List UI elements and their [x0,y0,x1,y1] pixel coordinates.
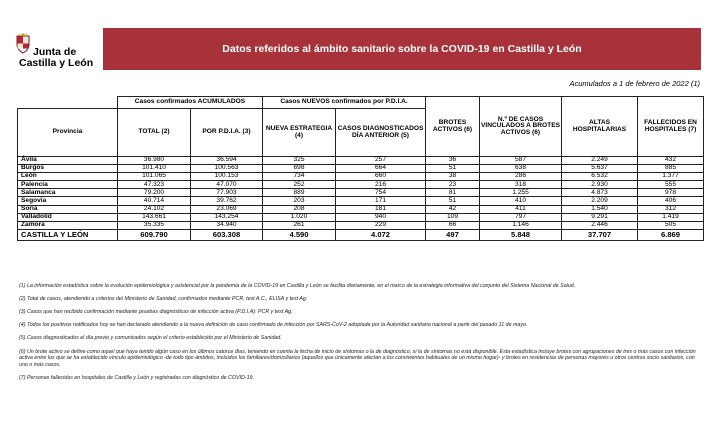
cell-fallecidos: 1.377 [638,173,704,181]
cell-nueva: 203 [263,197,336,205]
cell-altas: 5.637 [562,165,638,173]
cell-fallecidos: 1.419 [638,213,704,221]
cell-altas: 6.532 [562,173,638,181]
total-cell-diag: 4.072 [336,229,426,240]
province-name-cell: Palencia [18,181,118,189]
province-name-cell: Segovia [18,197,118,205]
table-row [18,181,704,189]
table-row [18,189,704,197]
total-cell-fallecidos: 6.869 [638,229,704,240]
cell-nueva: 1.020 [263,213,336,221]
footnote: (7) Personas fallecidas en hospitales de Castilla y León y registradas con diagnóstico de COVID-19. [19,374,254,381]
cell-altas: 4.873 [562,189,638,197]
cell-nueva: 252 [263,181,336,189]
footnote: (4) Todos los positivos notificados hoy se han declarado atendiendo a la nueva definición de caso confirmado de infección por SARS-CoV-2 adoptada por la Autoridad sanitaria nacional a partir del pasado 11 de mayo. [19,322,528,329]
province-name-cell: Valladolid [18,213,118,221]
cell-nueva: 698 [263,165,336,173]
total-cell-altas: 37.707 [562,229,638,240]
cell-brotes: 81 [426,189,480,197]
province-name-cell: Zamora [18,221,118,229]
cell-pdia: 39.762 [191,197,263,205]
logo-text-line1: Junta de [33,46,77,58]
total-cell-total: 609.790 [118,229,191,240]
cell-fallecidos: 432 [638,157,704,165]
cell-diag: 171 [336,197,426,205]
blank-header-cell [18,97,118,109]
total-cell-pdia: 603.308 [191,229,263,240]
cell-brotes: 51 [426,197,480,205]
cell-total: 35.335 [118,221,191,229]
cell-total: 101.065 [118,173,191,181]
cell-diag: 754 [336,189,426,197]
cell-pdia: 34.940 [191,221,263,229]
cell-vinculados: 318 [480,181,562,189]
province-name-cell: Burgos [18,165,118,173]
cell-pdia: 100.153 [191,173,263,181]
cell-diag: 229 [336,221,426,229]
province-name-cell: Salamanca [18,189,118,197]
cell-total: 36.980 [118,157,191,165]
province-name-cell: Ávila [18,157,118,165]
footnote: (6) Un brote activo se define como aquel que haya tenido algún caso en los últimos catorce días, teniendo en cuenta la fecha de inicio de síntomas o la de diagnóstico, si la de síntomas no está disponible. Esta estadística incluye brotes con agrupaciones de tres o más casos con infección activa entre los que se ha establecido vínculo epidemiológico -de todo tipo ámbitos, incluidos los familiares/domiciliarios (aquellos que únicamente afectan a los convivientes habituales de un mismo hogar)- y brotes en residencias de personas mayores u otros centros socio sanitarios, con uno o más casos. [19,348,696,368]
cell-diag: 181 [336,205,426,213]
cell-pdia: 23.069 [191,205,263,213]
total-cell-vinculados: 5.848 [480,229,562,240]
group-header-acumulados: Casos confirmados ACUMULADOS [118,97,263,109]
cell-brotes: 23 [426,181,480,189]
footnote: (1) La información estadística sobre la evolución epidemiológica y asistencial por la pandemia de la COVID-19 en Castilla y León se facilita diariamente, en el marco de la estrategia informativa del conjunto del Sistema Nacional de Salud. [19,283,576,289]
cell-nueva: 261 [263,221,336,229]
cell-fallecidos: 885 [638,165,704,173]
logo [16,30,96,72]
province-name-cell: Soria [18,205,118,213]
cell-altas: 2.209 [562,197,638,205]
page-title-banner [103,28,701,70]
cell-pdia: 36.594 [191,157,263,165]
cell-brotes: 42 [426,205,480,213]
cell-pdia: 143.254 [191,213,263,221]
cell-brotes: 66 [426,221,480,229]
col-header-altas: ALTAS HOSPITALARIAS [562,97,638,157]
cell-total: 47.323 [118,181,191,189]
cell-vinculados: 1.146 [480,221,562,229]
cell-altas: 1.540 [562,205,638,213]
cell-pdia: 77.903 [191,189,263,197]
group-header-nuevos: Casos NUEVOS confirmados por P.D.I.A. [263,97,426,109]
cell-pdia: 47.070 [191,181,263,189]
cell-diag: 660 [336,173,426,181]
cell-fallecidos: 312 [638,205,704,213]
cell-brotes: 109 [426,213,480,221]
cell-diag: 257 [336,157,426,165]
cell-fallecidos: 505 [638,221,704,229]
coat-of-arms-icon [16,32,30,54]
cell-vinculados: 410 [480,197,562,205]
cell-brotes: 51 [426,165,480,173]
cell-fallecidos: 406 [638,197,704,205]
cell-total: 24.102 [118,205,191,213]
total-label-cell: CASTILLA Y LEÓN [18,229,118,240]
cell-nueva: 734 [263,173,336,181]
cell-vinculados: 797 [480,213,562,221]
footnote: (2) Total de casos, atendiendo a criterios del Ministerio de Sanidad, confirmados mediante PCR, test A.C., ELISA y test Ag. [19,296,308,303]
table-total-row [18,229,704,240]
cell-brotes: 38 [426,173,480,181]
cell-diag: 664 [336,165,426,173]
total-cell-brotes: 497 [426,229,480,240]
cell-total: 101.410 [118,165,191,173]
cell-vinculados: 286 [480,173,562,181]
cell-total: 143.661 [118,213,191,221]
total-cell-nueva: 4.590 [263,229,336,240]
cell-altas: 2.249 [562,157,638,165]
province-name-cell: León [18,173,118,181]
cell-diag: 216 [336,181,426,189]
cell-altas: 2.930 [562,181,638,189]
cell-vinculados: 587 [480,157,562,165]
cell-total: 40.714 [118,197,191,205]
cell-diag: 940 [336,213,426,221]
table-row [18,197,704,205]
col-header-fallecidos: FALLECIDOS EN HOSPITALES (7) [638,97,704,157]
col-header-provincia: Provincia [18,109,118,157]
col-header-nueva-estrategia: NUEVA ESTRATEGIA (4) [263,109,336,157]
footnote: (5) Casos diagnosticados el día previo y comunicados según el criterio establecido por el Ministerio de Sanidad. [19,335,282,342]
cell-altas: 9.291 [562,213,638,221]
cell-nueva: 208 [263,205,336,213]
table-row [18,221,704,229]
footnotes [19,283,703,388]
cell-fallecidos: 555 [638,181,704,189]
table-row [18,205,704,213]
col-header-brotes: BROTES ACTIVOS (6) [426,97,480,157]
col-header-diagnosticados: CASOS DIAGNOSTICADOS DÍA ANTERIOR (5) [336,109,426,157]
cell-vinculados: 638 [480,165,562,173]
cell-fallecidos: 978 [638,189,704,197]
cell-brotes: 36 [426,157,480,165]
footnote: (3) Casos que han recibido confirmación mediante pruebas diagnósticas de infección activa (P.D.I.A): PCR y test Ag. [19,309,293,316]
page-title: Datos referidos al ámbito sanitario sobre la COVID-19 en Castilla y León [222,43,582,55]
covid-data-table [17,96,704,241]
col-header-vinculados: N.º DE CASOS VINCULADOS A BROTES ACTIVOS (6) [480,97,562,157]
col-header-total: TOTAL (2) [118,109,191,157]
cell-pdia: 100.563 [191,165,263,173]
cell-vinculados: 411 [480,205,562,213]
cell-vinculados: 1.255 [480,189,562,197]
cell-altas: 2.446 [562,221,638,229]
cell-nueva: 889 [263,189,336,197]
col-header-pdia: POR P.D.I.A. (3) [191,109,263,157]
accumulated-date-note: Acumulados a 1 de febrero de 2022 (1) [569,79,700,88]
cell-nueva: 325 [263,157,336,165]
logo-text-line2: Castilla y León [19,57,94,69]
cell-total: 79.200 [118,189,191,197]
table-row [18,173,704,181]
